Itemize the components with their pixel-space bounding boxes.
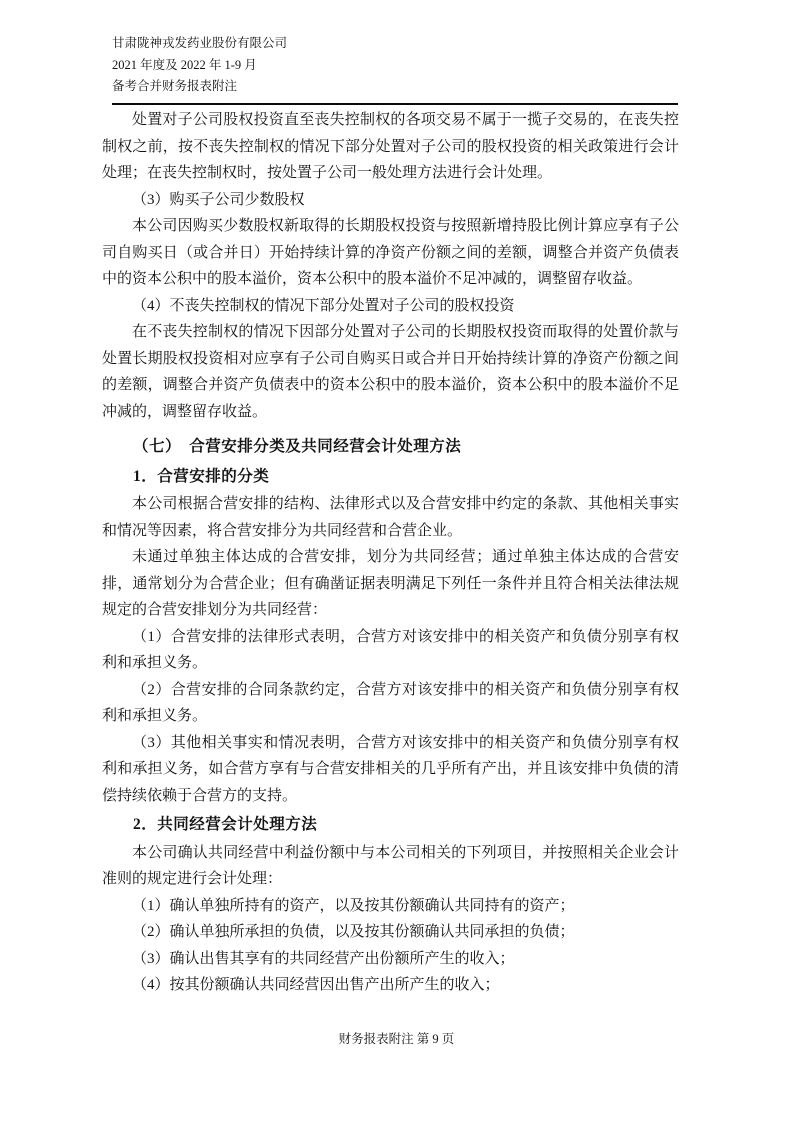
paragraph: （4）不丧失控制权的情况下部分处置对子公司的股权投资: [132, 297, 515, 314]
paragraph: 本公司根据合营安排的结构、法律形式以及合营安排中约定的条款、其他相关事实和情况等因素，将合营安排分为共同经营和合营企业。: [102, 496, 679, 539]
header-company-name: 甘肃陇神戎发药业股份有限公司: [112, 36, 288, 50]
paragraph: （2）合营安排的合同条款约定，合营方对该安排中的相关资产和负债分别享有权利和承担义务。: [102, 681, 679, 724]
sub-heading: 2．共同经营会计处理方法: [133, 816, 318, 833]
section-heading: （七） 合营安排分类及共同经营会计处理方法: [133, 438, 462, 455]
paragraph: （3）购买子公司少数股权: [132, 191, 305, 208]
paragraph: 在不丧失控制权的情况下因部分处置对子公司的长期股权投资而取得的处置价款与处置长期股权投资相对应享有子公司自购买日或合并日开始持续计算的净资产份额之间的差额，调整合并资产负债表中的资本公积中的股本溢价，资本公积中的股本溢价不足冲减的，调整留存收益。: [102, 324, 679, 420]
page-footer: [0, 1029, 793, 1047]
paragraph: （1）合营安排的法律形式表明，合营方对该安排中的相关资产和负债分别享有权利和承担义务。: [102, 628, 679, 671]
paragraph: （2）确认单独所承担的负债，以及按其份额确认共同承担的负债；: [132, 924, 575, 940]
paragraph: 未通过单独主体达成的合营安排，划分为共同经营；通过单独主体达成的合营安排，通常划分为合营企业；但有确凿证据表明满足下列任一条件并且符合相关法律法规规定的合营安排划分为共同经营：: [102, 549, 679, 618]
paragraph: 本公司因购买少数股权新取得的长期股权投资与按照新增持股比例计算应享有子公司自购买日（或合并日）开始持续计算的净资产份额之间的差额，调整合并资产负债表中的资本公积中的股本溢价，资本公积中的股本溢价不足冲减的，调整留存收益。: [102, 218, 679, 287]
paragraph: （3）其他相关事实和情况表明，合营方对该安排中的相关资产和负债分别享有权利和承担义务，如合营方享有与合营安排相关的几乎所有产出，并且该安排中负债的清偿持续依赖于合营方的支持。: [102, 734, 679, 804]
header-doc-title: 备考合并财务报表附注: [112, 79, 238, 93]
document-header: [112, 33, 678, 105]
paragraph: （4）按其份额确认共同经营因出售产出所产生的收入；: [132, 977, 500, 993]
paragraph: 本公司确认共同经营中利益份额中与本公司相关的下列项目，并按照相关企业会计准则的规定进行会计处理：: [102, 844, 679, 887]
document-body: [102, 107, 679, 999]
paragraph: 处置对子公司股权投资直至丧失控制权的各项交易不属于一揽子交易的，在丧失控制权之前，按不丧失控制权的情况下部分处置对子公司的股权投资的相关政策进行会计处理；在丧失控制权时，按处置子公司一般处理方法进行会计处理。: [102, 112, 679, 181]
sub-heading: 1．合营安排的分类: [133, 467, 270, 485]
header-report-period: 2021 年度及 2022 年 1-9 月: [112, 57, 257, 72]
paragraph: （3）确认出售其享有的共同经营产出份额所产生的收入；: [132, 950, 515, 967]
footer-page-label: 财务报表附注 第 9 页: [338, 1032, 455, 1046]
paragraph: （1）确认单独所持有的资产，以及按其份额确认共同持有的资产；: [132, 897, 575, 914]
